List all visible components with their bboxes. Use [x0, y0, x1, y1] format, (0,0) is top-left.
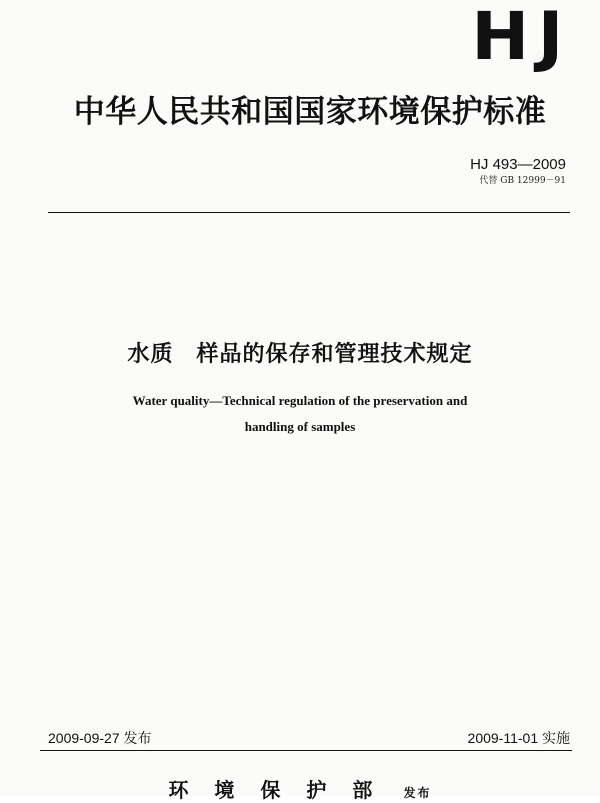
hj-logo: HJ: [471, 0, 572, 75]
standard-number: HJ 493—2009: [470, 156, 566, 173]
top-divider: [48, 212, 570, 213]
agency-title: 中华人民共和国国家环境保护标准: [73, 94, 547, 130]
bottom-divider: [40, 750, 572, 751]
english-title-line-2: handling of samples: [244, 419, 356, 434]
replaces-standard: 代替 GB 12999－91: [479, 176, 566, 186]
publisher-name: 环境保护部: [168, 778, 399, 802]
publisher-suffix: 发布: [403, 786, 432, 800]
english-title-line-1: Water quality—Technical regulation of the preservation and: [132, 393, 468, 408]
document-title-chinese: 水质 样品的保存和管理技术规定: [127, 342, 473, 367]
implementation-date: 2009-11-01 实施: [467, 730, 570, 746]
publisher: [0, 774, 600, 803]
standard-number-block: [470, 156, 566, 188]
issue-date: 2009-09-27 发布: [48, 730, 152, 746]
document-title-english: [0, 388, 600, 440]
